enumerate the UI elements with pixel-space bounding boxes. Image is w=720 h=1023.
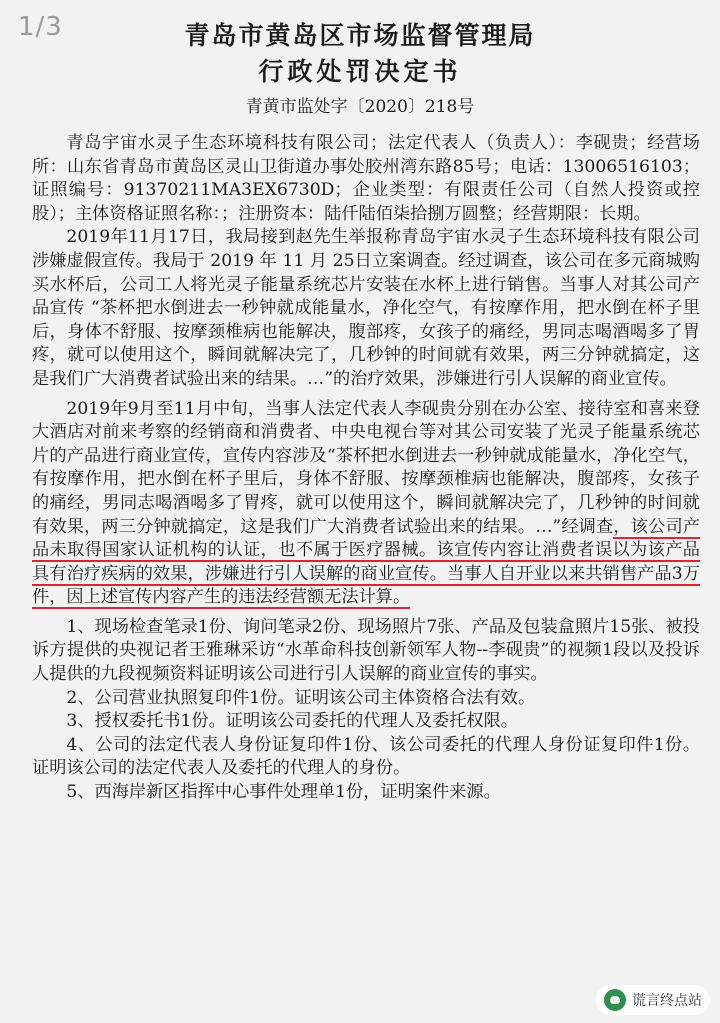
findings-paragraph (32, 398, 700, 610)
watermark-text: 谎言终点站 (632, 993, 702, 1009)
document-number: 青黄市监处字〔2020〕218号 (245, 97, 475, 117)
evidence-item: 5、西海岸新区指挥中心事件处理单1份，证明案件来源。 (66, 782, 501, 803)
watermark (596, 985, 710, 1015)
evidence-item: 3、授权委托书1份。证明该公司委托的代理人及委托权限。 (66, 711, 518, 732)
wechat-icon (604, 989, 626, 1011)
evidence-item: 2、公司营业执照复印件1份。证明该公司主体资格合法有效。 (66, 687, 536, 708)
evidence-item: 4、公司的法定代表人身份证复印件1份、该公司委托的代理人身份证复印件1份。证明该公司的法定代表人及委托的代理人的身份。 (32, 734, 700, 779)
document-header (0, 18, 720, 120)
evidence-item: 1、现场检查笔录1份、询问笔录2份、现场照片7张、产品及包装盒照片15张、被投诉方提供的央视记者王雅琳采访“水革命科技创新领军人物--李砚贵”的视频1段以及投诉人提供的九段视频资料证明该公司进行引人误解的商业宣传的事实。 (32, 616, 700, 685)
party-info-paragraph: 青岛宇宙水灵子生态环境科技有限公司；法定代表人（负责人）：李砚贵；经营场所：山东省青岛市黄岛区灵山卫街道办事处胶州湾东路85号；电话：13006516103；证照编号：91370211MA3EX6730D；企业类型：有限责任公司（自然人投资或控股）；主体资格证照名称：；注册资本：陆仟陆佰柒拾捌万圆整；经营期限：长期。 (32, 133, 700, 224)
findings-highlight: ，该公司产品未取得国家认证机构的认证，也不属于医疗器械。该宣传内容让消费者误以为该产品具有治疗疾病的效果，涉嫌进行引人误解的商业宣传。当事人自开业以来共销售产品3万件，因上述宣传内容产生的违法经营额无法计算。 (32, 516, 700, 608)
investigation-paragraph: 2019年11月17日，我局接到赵先生举报称青岛宇宙水灵子生态环境科技有限公司涉嫌虚假宣传。我局于 2019 年 11 月 25日立案调查。经过调查，该公司在多元商城购买水杯后，公司工人将光灵子能量系统芯片安装在水杯上进行销售。当事人对其公司产品宣传 “茶杯把水倒进去一秒钟就成能量水，净化空气，有按摩作用，把水倒在杯子里后，身体不舒服、按摩颈椎病也能解决，腹部疼，女孩子的痛经，男同志喝酒喝多了胃疼，就可以使用这个，瞬间就解决完了，几秒钟的时间就有效果，两三分钟就搞定，这是我们广大消费者试验出来的结果。…”的治疗效果，涉嫌进行引人误解的商业宣传。 (32, 227, 700, 389)
page-index: 1/3 (18, 12, 63, 42)
document-type-title: 行政处罚决定书 (258, 57, 462, 86)
document-body (32, 132, 700, 805)
agency-title: 青岛市黄岛区市场监督管理局 (184, 21, 536, 50)
findings-text: 2019年9月至11月中旬，当事人法定代表人李砚贵分别在办公室、接待室和喜来登大酒店对前来考察的经销商和消费者、中央电视台等对其公司安装了光灵子能量系统芯片的产品进行商业宣传，宣传内容涉及“茶杯把水倒进去一秒钟就成能量水，净化空气，有按摩作用，把水倒在杯子里后，身体不舒服、按摩颈椎病也能解决，腹部疼，女孩子的痛经，男同志喝酒喝多了胃疼，就可以使用这个，瞬间就解决完了，几秒钟的时间就有效果，两三分钟就搞定，这是我们广大消费者试验出来的结果。…”经调查 (32, 398, 700, 537)
